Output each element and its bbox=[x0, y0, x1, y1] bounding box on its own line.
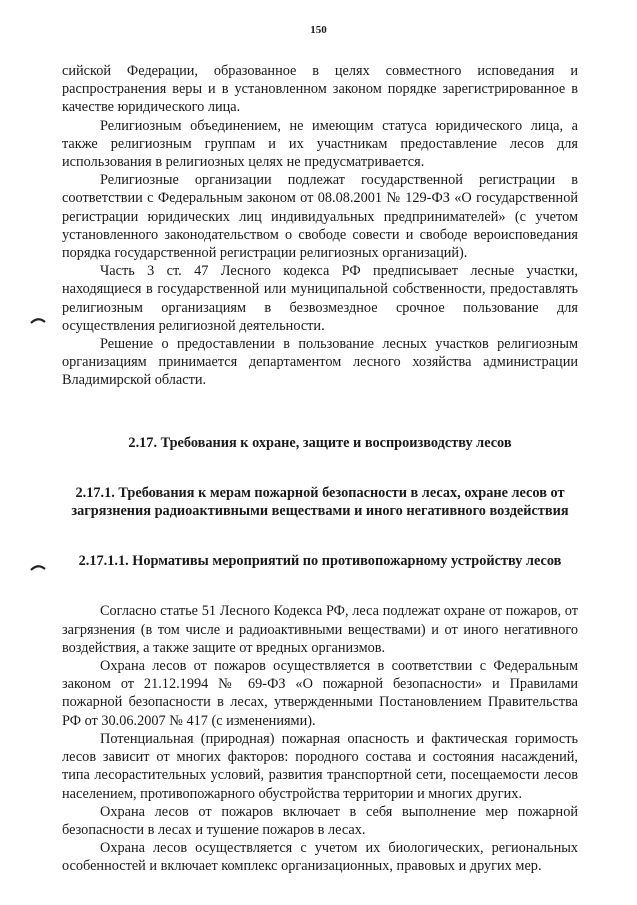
subsection-heading: 2.17.1. Требования к мерам пожарной безопасности в лесах, охране лесов от загрязнения радиоактивными веществами и иного негативного воздействия bbox=[71, 484, 569, 520]
scan-mark-icon bbox=[30, 316, 46, 324]
subsubsection-heading: 2.17.1.1. Нормативы мероприятий по противопожарному устройству лесов bbox=[78, 553, 562, 570]
paragraph: Охрана лесов осуществляется с учетом их биологических, региональных особенностей и включает комплекс организационных, правовых и других мер. bbox=[62, 840, 578, 875]
paragraph: Религиозные организации подлежат государственной регистрации в соответствии с Федеральным законом от 08.08.2001 № 129-ФЗ «О государственной регистрации юридических лиц индивидуальных предпринимателей» (с учетом установленного законодательством о свободе совести и свободе вероисповедания порядка государственной регистрации религиозных организаций). bbox=[62, 172, 578, 262]
paragraph: Религиозным объединением, не имеющим статуса юридического лица, а также религиозным группам и их участникам предоставление лесов для использования в религиозных целях не предусматривается. bbox=[62, 117, 578, 171]
paragraph: Решение о предоставлении в пользование лесных участков религиозным организациям принимается департаментом лесного хозяйства администрации Владимирской области. bbox=[62, 336, 578, 389]
section-heading: 2.17. Требования к охране, защите и воспроизводству лесов bbox=[128, 434, 512, 451]
paragraph: Охрана лесов от пожаров включает в себя выполнение мер пожарной безопасности в лесах и тушение пожаров в лесах. bbox=[62, 803, 578, 838]
document-body bbox=[62, 62, 578, 876]
paragraph: Часть 3 ст. 47 Лесного кодекса РФ предписывает лесные участки, находящиеся в государственной или муниципальной собственности, предоставлять религиозным организациям в безвозмездное срочное пользование для осуществления религиозной деятельности. bbox=[62, 263, 578, 334]
scan-mark-icon bbox=[30, 563, 46, 571]
paragraph: Согласно статье 51 Лесного Кодекса РФ, леса подлежат охране от пожаров, от загрязнения (в том числе и радиоактивными веществами) и от иного негативного воздействия, а также защите от вредных организмов. bbox=[62, 603, 578, 656]
page-number: 150 bbox=[310, 24, 327, 36]
paragraph: Охрана лесов от пожаров осуществляется в соответствии с Федеральным законом от 21.12.1994 № 69-ФЗ «О пожарной безопасности» и Правилами пожарной безопасности в лесах, утвержденными Постановлением Правительства РФ от 30.06.2007 № 417 (с изменениями). bbox=[62, 658, 578, 729]
paragraph: сийской Федерации, образованное в целях совместного исповедания и распространения веры и в установленном законом порядке зарегистрированное в качестве юридического лица. bbox=[62, 63, 578, 116]
paragraph: Потенциальная (природная) пожарная опасность и фактическая горимость лесов зависит от многих факторов: породного состава и состояния насаждений, типа лесорастительных условий, развития транспортной сети, посещаемости лесов населением, противопожарного обустройства территории и многих других. bbox=[62, 730, 578, 802]
